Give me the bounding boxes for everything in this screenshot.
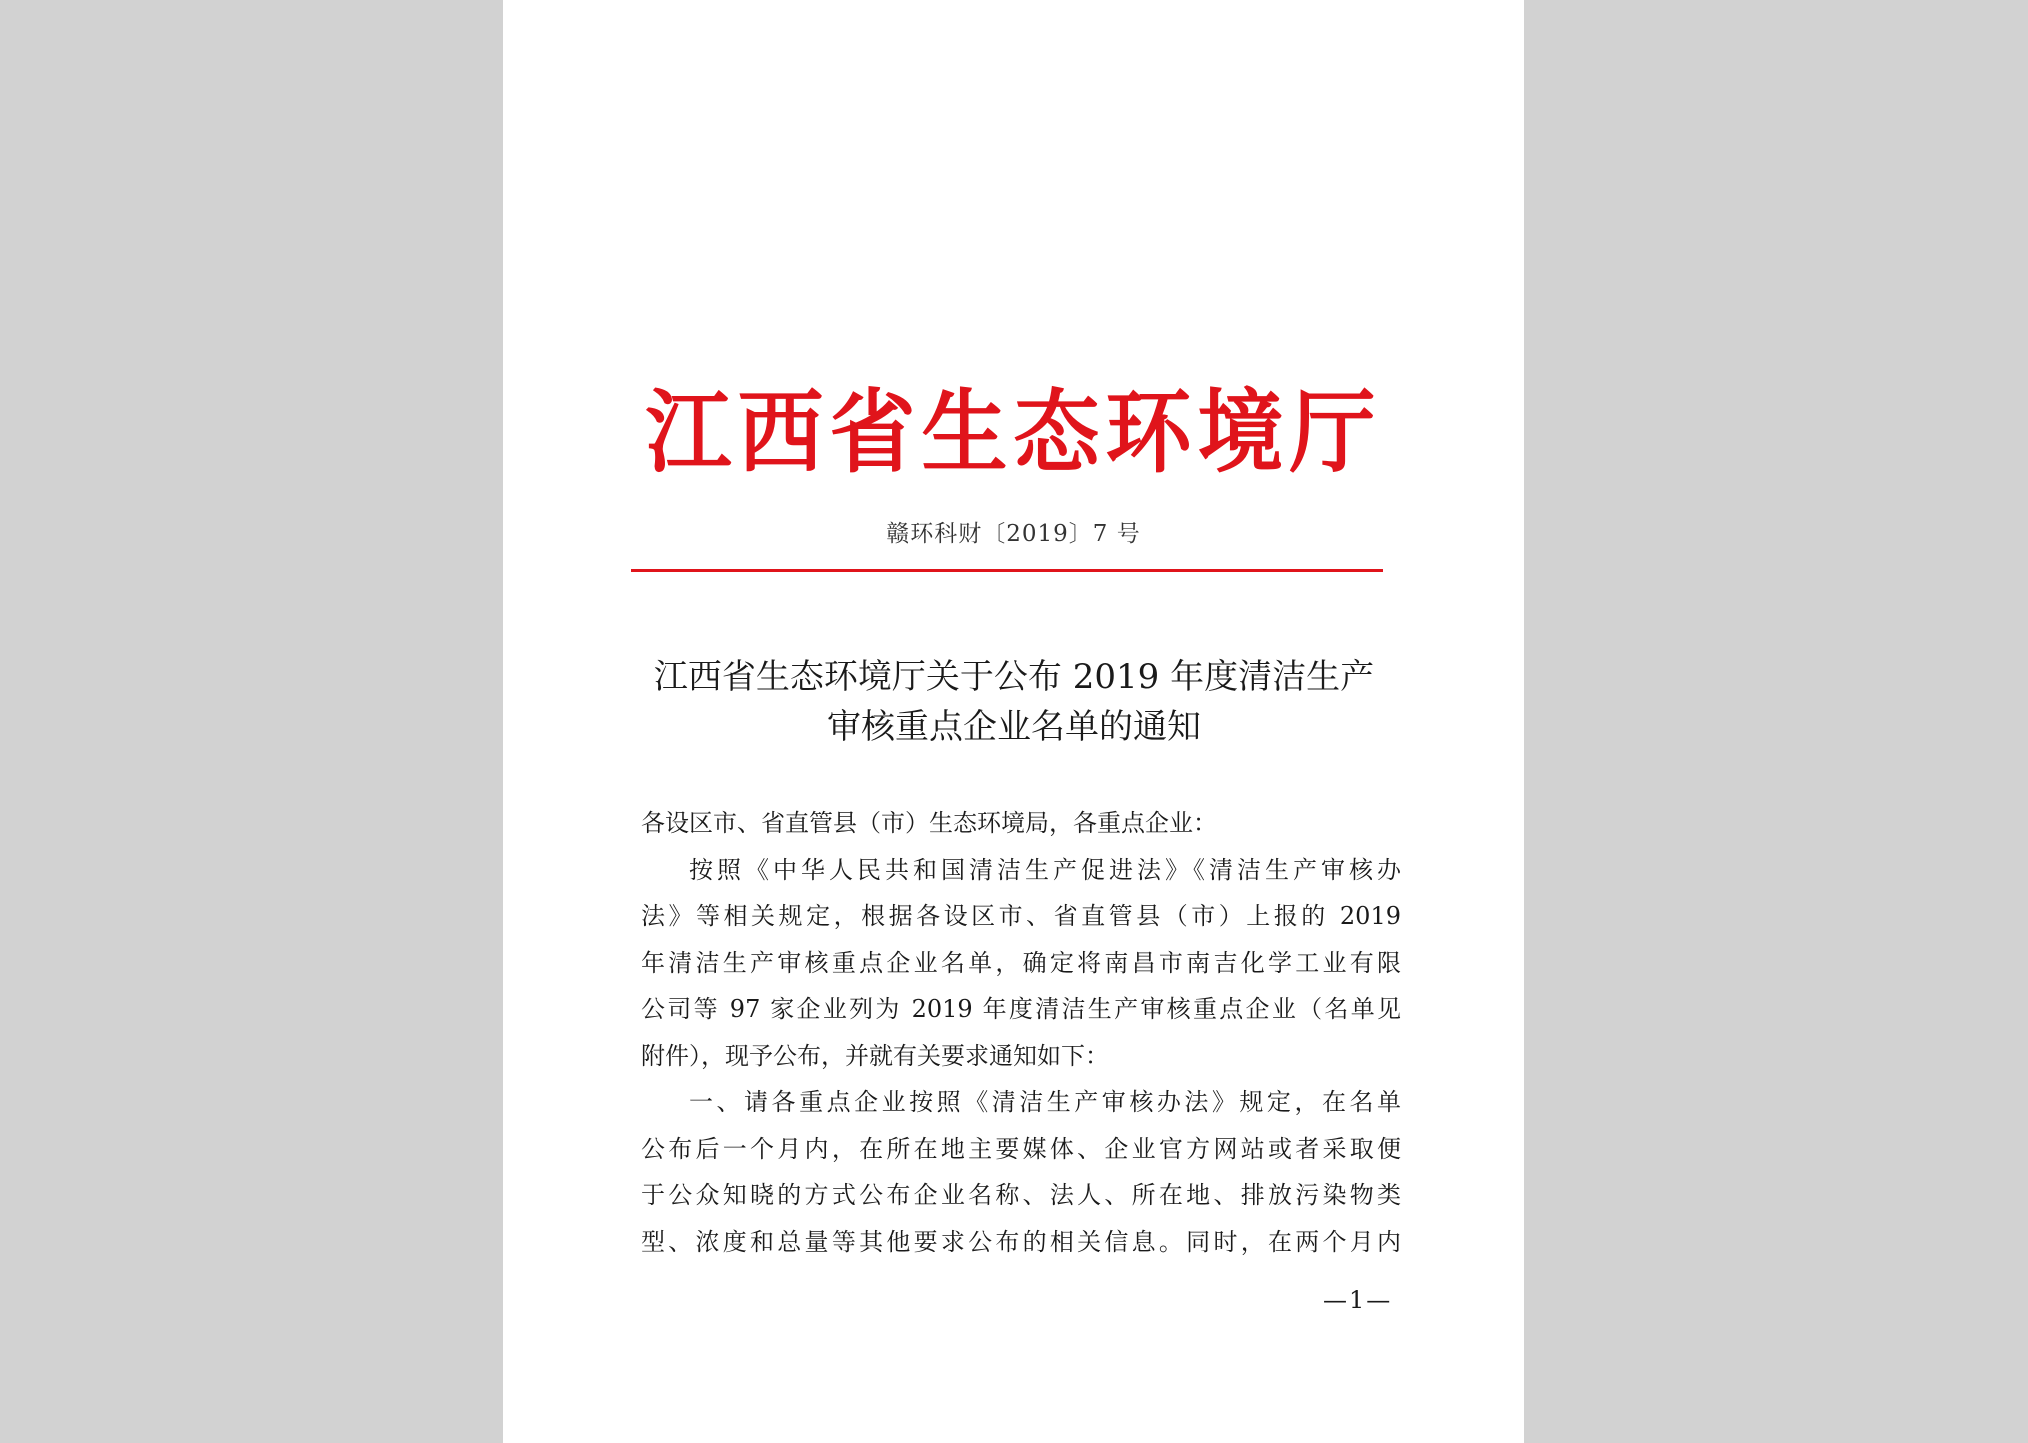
salutation: 各设区市、省直管县（市）生态环境局，各重点企业： [641,809,1217,837]
paragraph-1-line-4: 公司等 97 家企业列为 2019 年度清洁生产审核重点企业（名单见 [641,995,1401,1023]
document-page [503,0,1524,1443]
page-number: —1— [1323,1286,1393,1314]
notice-title [638,652,1390,752]
notice-body [641,800,1401,1265]
paragraph-1-line-2: 法》等相关规定，根据各设区市、省直管县（市）上报的 2019 [641,902,1401,930]
paragraph-2-line-2: 公布后一个月内，在所在地主要媒体、企业官方网站或者采取便 [641,1134,1401,1163]
paragraph-2-line-4: 型、浓度和总量等其他要求公布的相关信息。同时，在两个月内 [641,1227,1401,1256]
red-divider-line [631,569,1383,572]
paragraph-1-line-1: 按照《中华人民共和国清洁生产促进法》《清洁生产审核办 [689,855,1401,884]
paragraph-1-line-3: 年清洁生产审核重点企业名单，确定将南昌市南吉化学工业有限 [641,948,1401,977]
paragraph-2-line-1: 一、请各重点企业按照《清洁生产审核办法》规定，在名单 [689,1088,1401,1116]
agency-header: 江西省生态环境厅 [645,380,1382,486]
notice-title-line-2: 审核重点企业名单的通知 [827,707,1201,747]
document-number: 赣环科财〔2019〕7 号 [886,521,1141,547]
notice-title-line-1: 江西省生态环境厅关于公布 2019 年度清洁生产 [653,657,1375,697]
paragraph-2-line-3: 于公众知晓的方式公布企业名称、法人、所在地、排放污染物类 [641,1181,1401,1209]
paragraph-1-line-5: 附件），现予公布，并就有关要求通知如下： [641,1041,1109,1070]
